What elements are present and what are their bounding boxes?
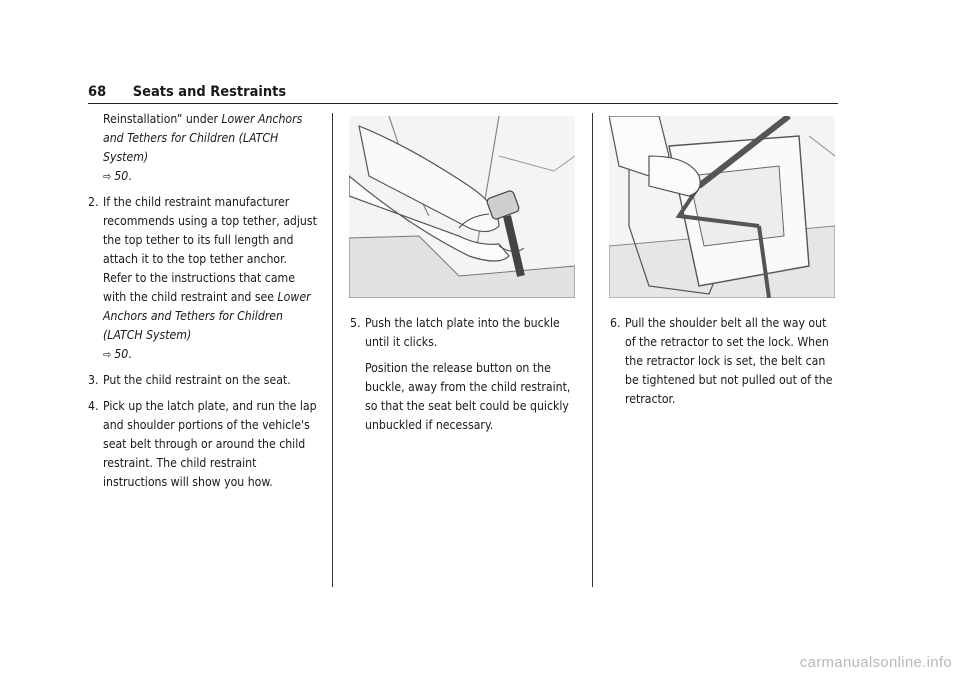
illustration-buckle [349, 116, 575, 298]
column-divider-1 [332, 113, 333, 587]
list-item-6: 6. Pull the shoulder belt all the way out of the retractor to set the lock. When the retractor lock is set, the belt can be tightened but not pulled out of the retractor. [610, 316, 833, 406]
section-title: Seats and Restraints [132, 84, 287, 100]
page-header [88, 84, 286, 100]
watermark: carmanualsonline.info [799, 654, 952, 671]
list-item-3: 3. Put the child restraint on the seat. [88, 373, 291, 387]
xref-page[interactable]: 50 [114, 169, 129, 183]
continued-paragraph: Reinstallation” under Lower Anchors and Tethers for Children (LATCH System) ⇨ 50. [103, 112, 303, 183]
list-item-5: 5. Push the latch plate into the buckle until it clicks. Position the release button on the buckle, away from the child restraint, so that the seat belt could be quickly unbuckled if necessary. [350, 316, 571, 432]
column-2 [350, 314, 582, 442]
xref-arrow-icon: ⇨ [103, 170, 112, 183]
xref-page[interactable]: 50 [114, 347, 129, 361]
column-3 [610, 314, 838, 416]
xref-link[interactable]: Lower Anchors and Tethers for Children (LATCH System) [103, 112, 303, 164]
shoulder-belt-illustration-drawing [609, 116, 835, 298]
list-item-2: 2. If the child restraint manufacturer recommends using a top tether, adjust the top tether to its full length and attach it to the top tether anchor. Refer to the instructions that came with the child restraint and see Lower Anchors and Tethers for Children (LATCH System) ⇨ 50. [88, 195, 317, 361]
list-item-4: 4. Pick up the latch plate, and run the lap and shoulder portions of the vehicle's seat belt through or around the child restraint. The child restraint instructions will show you how. [88, 399, 317, 489]
column-divider-2 [592, 113, 593, 587]
illustration-shoulder-belt [609, 116, 835, 298]
header-rule [88, 103, 838, 104]
page-number: 68 [88, 84, 107, 100]
xref-arrow-icon: ⇨ [103, 348, 112, 361]
buckle-illustration-drawing [349, 116, 575, 298]
xref-link[interactable]: Lower Anchors and Tethers for Children (LATCH System) [103, 290, 311, 342]
column-1 [88, 110, 318, 499]
